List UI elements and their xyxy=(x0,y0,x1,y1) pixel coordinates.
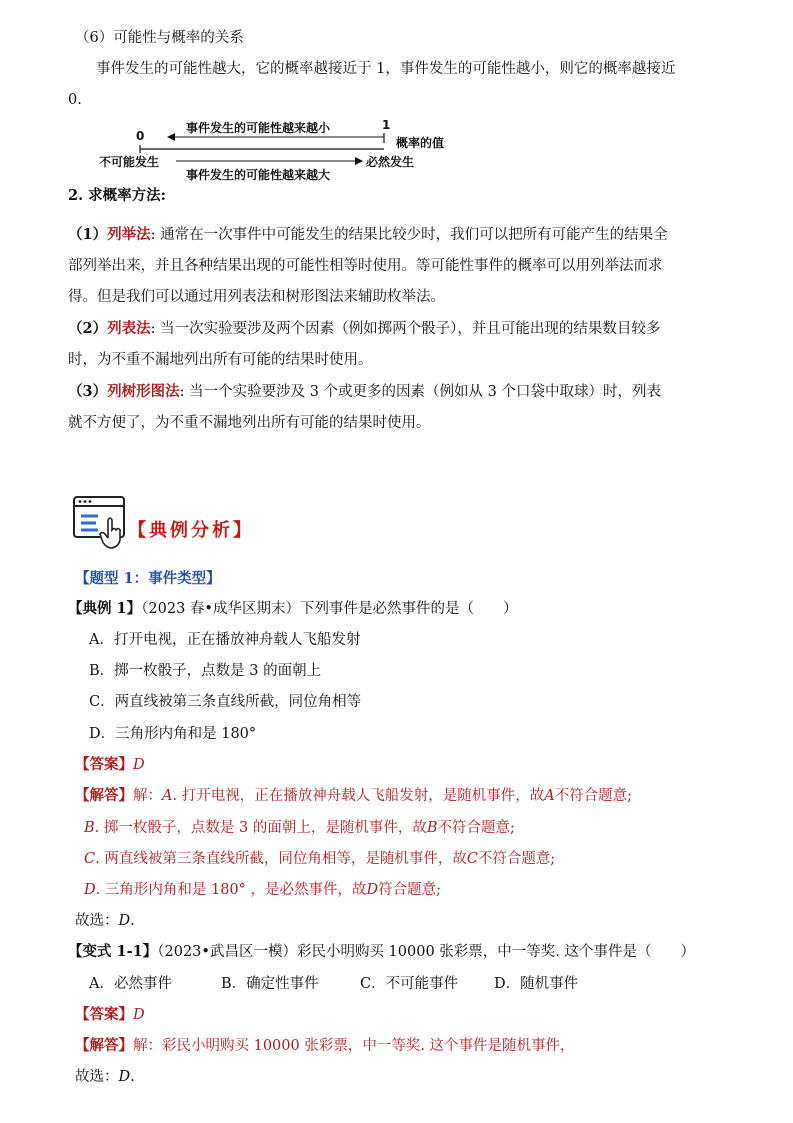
variant1-answer-label: 【答案】 xyxy=(75,1006,133,1023)
example1-option-d: D．三角形内角和是 180° xyxy=(89,726,257,742)
variant1-option-b: B．确定性事件 xyxy=(221,976,319,992)
method3-line2: 就不方便了，为不重不漏地列出所有可能的结果时使用。 xyxy=(68,415,431,431)
method1-line2: 部列举出来，并且各种结果出现的可能性相等时使用。等可能性事件的概率可以用列举法而求 xyxy=(68,258,663,274)
example1-sol3-text: . 两直线被第三条直线所截，同位角相等，是随机事件，故 xyxy=(95,851,467,867)
diagram-bottom-label: 事件发生的可能性越来越大 xyxy=(186,168,331,182)
diagram-top-label: 事件发生的可能性越来越小 xyxy=(186,121,331,135)
section2-title: 2. 求概率方法: xyxy=(68,187,167,204)
method2-line2: 时，为不重不漏地列出所有可能的结果时使用。 xyxy=(68,352,373,368)
example1-sol2-letter: B xyxy=(84,820,95,836)
example1-option-c: C．两直线被第三条直线所截，同位角相等 xyxy=(89,694,362,710)
method3-text-a: : 当一个实验要涉及 3 个或更多的因素（例如从 3 个口袋中取球）时，列表 xyxy=(179,384,661,400)
method3-line1 xyxy=(68,382,661,402)
example1-choose-line xyxy=(75,911,135,931)
example1-solution-line4 xyxy=(84,880,441,900)
example1-solution-label: 【解答】 xyxy=(75,787,133,804)
example1-choose-end: . xyxy=(130,913,135,929)
example1-sol4-text: . 三角形内角和是 180° ，是必然事件，故 xyxy=(95,882,367,898)
diagram-zero-label: 0 xyxy=(136,129,145,143)
example1-answer xyxy=(75,755,145,775)
example1-answer-value: D xyxy=(133,757,145,773)
example1-label: 【典例 1】 xyxy=(68,600,142,617)
method2-number: （2） xyxy=(68,320,108,337)
section6-paragraph-line2: 0. xyxy=(68,92,82,108)
example1-sol4-tail: 符合题意; xyxy=(378,882,442,898)
variant1-solution-label: 【解答】 xyxy=(75,1037,133,1054)
example1-sol1-text: . 打开电视，正在播放神舟载人飞船发射，是随机事件，故 xyxy=(172,788,545,804)
diagram-right-label: 必然发生 xyxy=(366,155,415,169)
example1-sol3-tail: 不符合题意; xyxy=(477,851,556,867)
method1-name: 列举法 xyxy=(107,226,151,243)
method2-name: 列表法 xyxy=(107,320,151,337)
banner-title: 【典例分析】 xyxy=(128,520,254,541)
example1-sol2-ref: B xyxy=(426,820,438,836)
variant1-solution-line xyxy=(75,1036,575,1056)
method1-number: （1） xyxy=(68,226,108,243)
method2-text-a: : 当一次实验要涉及两个因素（例如掷两个骰子），并且可能出现的结果数目较多 xyxy=(150,321,661,337)
variant1-answer-value: D xyxy=(133,1007,145,1023)
variant1-choose: 故选： xyxy=(75,1069,119,1085)
example1-choose: 故选： xyxy=(75,913,119,929)
variant1-choose-line xyxy=(75,1067,135,1087)
example1-answer-label: 【答案】 xyxy=(75,756,133,773)
diagram-left-label: 不可能发生 xyxy=(99,155,160,169)
probability-diagram xyxy=(96,115,466,185)
example1-sol4-ref: D xyxy=(366,882,379,898)
variant1-answer xyxy=(75,1005,145,1025)
method2-line1 xyxy=(68,319,660,339)
example1-sol3-ref: C xyxy=(466,851,478,867)
browser-hand-icon xyxy=(72,494,130,552)
variant1-option-a: A．必然事件 xyxy=(89,976,172,992)
example1-stem-line xyxy=(68,599,517,619)
example1-option-b: B．掷一枚骰子，点数是 3 的面朝上 xyxy=(89,663,322,679)
example1-sol4-letter: D xyxy=(84,882,96,898)
example1-solution-line2 xyxy=(84,818,515,838)
method3-number: （3） xyxy=(68,383,108,400)
variant1-stem-line xyxy=(68,942,695,962)
example1-solution-intro: 解： xyxy=(133,788,162,804)
example1-sol2-text: . 掷一枚骰子，点数是 3 的面朝上，是随机事件，故 xyxy=(94,820,427,836)
example1-sol2-tail: 不符合题意; xyxy=(437,820,515,836)
method1-line1 xyxy=(68,225,668,245)
type1-title: 【题型 1：事件类型】 xyxy=(75,570,221,587)
variant1-option-c: C．不可能事件 xyxy=(360,976,459,992)
example1-solution-line1 xyxy=(75,786,632,806)
example1-stem: （2023 春•成华区期末）下列事件是必然事件的是（ ） xyxy=(141,601,518,617)
section6-title: （6）可能性与概率的关系 xyxy=(75,30,244,46)
example1-sol1-ref: A xyxy=(544,788,555,804)
diagram-value-label: 概率的值 xyxy=(396,136,445,150)
example1-choose-letter: D xyxy=(118,913,131,929)
variant1-label: 【变式 1-1】 xyxy=(68,943,158,960)
variant1-choose-end: . xyxy=(130,1069,135,1085)
example1-solution-line3 xyxy=(84,849,555,869)
example1-option-a: A．打开电视，正在播放神舟载人飞船发射 xyxy=(89,632,361,648)
example1-sol1-tail: 不符合题意; xyxy=(554,788,633,804)
diagram-one-label: 1 xyxy=(382,118,391,132)
example1-sol3-letter: C xyxy=(84,851,96,867)
variant1-stem: （2023•武昌区一模）彩民小明购买 10000 张彩票，中一等奖. 这个事件是（ ） xyxy=(157,944,696,960)
variant1-option-d: D．随机事件 xyxy=(494,976,579,992)
variant1-choose-letter: D xyxy=(118,1069,131,1085)
example1-sol1-letter: A xyxy=(162,788,173,804)
section6-paragraph-line1: 事件发生的可能性越大，它的概率越接近于 1，事件发生的可能性越小，则它的概率越接近 xyxy=(96,61,676,77)
method3-name: 列树形图法 xyxy=(107,383,180,400)
variant1-solution-text: 解：彩民小明购买 10000 张彩票，中一等奖. 这个事件是随机事件， xyxy=(133,1038,575,1054)
method1-line3: 得。但是我们可以通过用列表法和树形图法来辅助枚举法。 xyxy=(68,289,445,305)
method1-text-a: : 通常在一次事件中可能发生的结果比较少时，我们可以把所有可能产生的结果全 xyxy=(150,227,668,243)
